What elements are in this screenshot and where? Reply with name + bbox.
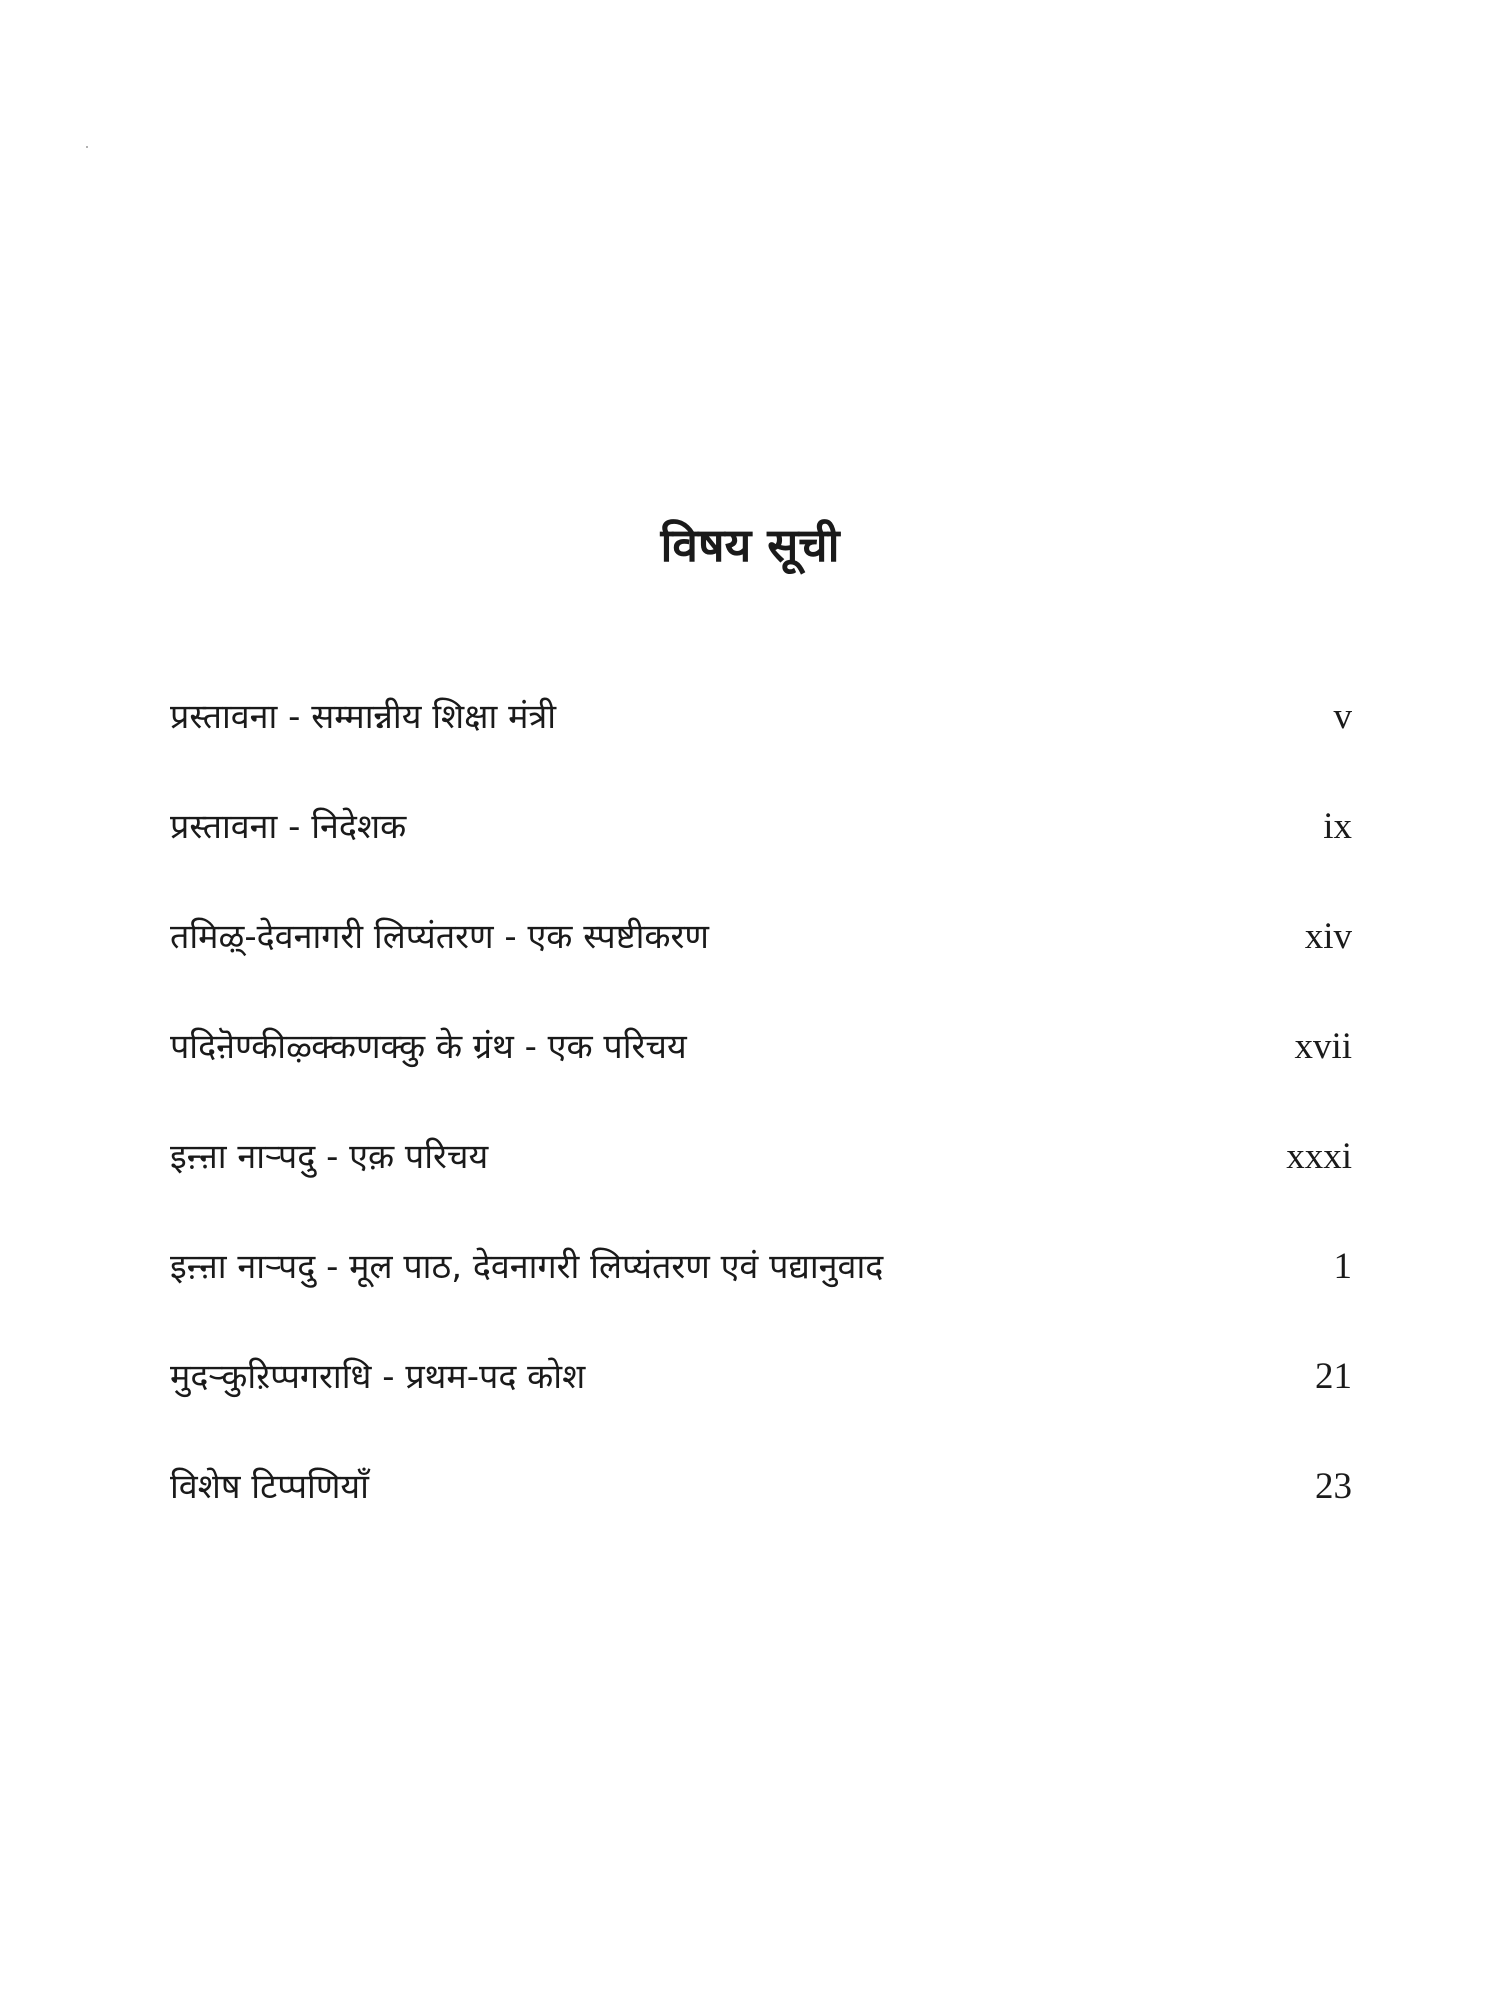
toc-entry bbox=[170, 1212, 1352, 1322]
toc-entry bbox=[170, 882, 1352, 992]
scan-speck bbox=[86, 146, 88, 148]
toc-entry-title: प्रस्तावना - सम्मान्नीय शिक्षा मंत्री bbox=[170, 697, 557, 737]
toc-entry bbox=[170, 992, 1352, 1102]
toc-entry-title: मुदऱ्कुऱिप्पगराधि - प्रथम-पद कोश bbox=[170, 1357, 586, 1397]
toc-entry bbox=[170, 662, 1352, 772]
table-of-contents bbox=[170, 662, 1352, 1542]
toc-entry-page: 23 bbox=[1315, 1466, 1352, 1507]
toc-entry bbox=[170, 772, 1352, 882]
page-title: विषय सूची bbox=[660, 518, 840, 572]
toc-entry-page: ix bbox=[1323, 806, 1352, 847]
toc-entry-title: विशेष टिप्पणियाँ bbox=[170, 1467, 369, 1507]
toc-entry-title: इऩ्ऩा नाऱ्पदु - मूल पाठ, देवनागरी लिप्यंतरण एवं पद्यानुवाद bbox=[170, 1247, 884, 1287]
toc-entry bbox=[170, 1102, 1352, 1212]
toc-entry bbox=[170, 1432, 1352, 1542]
toc-entry bbox=[170, 1322, 1352, 1432]
toc-entry-page: 1 bbox=[1333, 1246, 1352, 1287]
toc-entry-title: तमिऴ्-देवनागरी लिप्यंतरण - एक स्पष्टीकरण bbox=[170, 917, 710, 957]
toc-entry-title: प्रस्तावना - निदेशक bbox=[170, 807, 407, 847]
toc-entry-title: पदिऩॆण्कीऴ्क्कणक्कु के ग्रंथ - एक परिचय bbox=[170, 1027, 687, 1067]
toc-entry-page: xxxi bbox=[1286, 1136, 1352, 1177]
toc-entry-page: xvii bbox=[1294, 1026, 1352, 1067]
toc-entry-page: xiv bbox=[1304, 916, 1352, 957]
toc-entry-page: 21 bbox=[1315, 1356, 1352, 1397]
toc-entry-page: v bbox=[1333, 696, 1352, 737]
toc-entry-title: इऩ्ऩा नाऱ्पदु - एक़ परिचय bbox=[170, 1137, 489, 1177]
